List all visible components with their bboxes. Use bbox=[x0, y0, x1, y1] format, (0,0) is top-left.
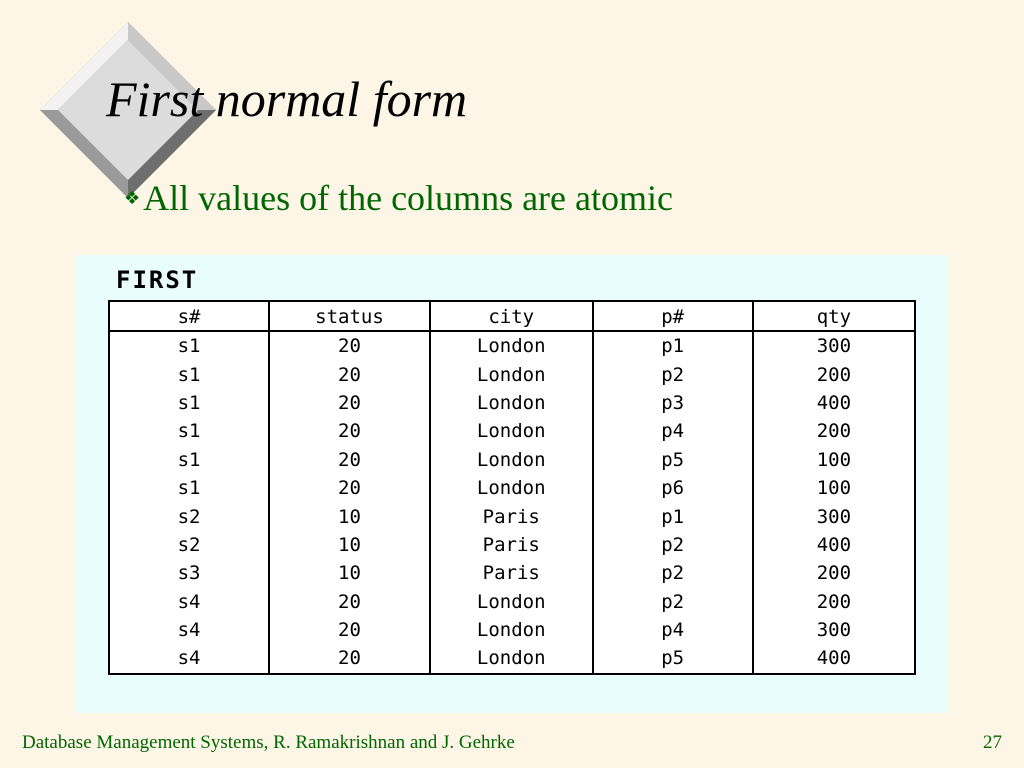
column-header-city: city bbox=[430, 301, 593, 331]
cell-status: 20 bbox=[269, 331, 430, 360]
cell-status: 10 bbox=[269, 559, 430, 587]
table-caption: FIRST bbox=[116, 266, 199, 294]
cell-status: 10 bbox=[269, 531, 430, 559]
cell-p-number: p1 bbox=[593, 331, 753, 360]
cell-qty: 200 bbox=[753, 559, 915, 587]
cell-status: 20 bbox=[269, 644, 430, 673]
column-header-qty: qty bbox=[753, 301, 915, 331]
cell-p-number: p6 bbox=[593, 474, 753, 502]
cell-p-number: p4 bbox=[593, 417, 753, 445]
table-row bbox=[109, 644, 915, 673]
cell-s-number: s2 bbox=[177, 533, 201, 556]
cell-qty: 100 bbox=[753, 446, 915, 474]
slide-title: First normal form bbox=[106, 71, 468, 127]
cell-s-number: s1 bbox=[177, 335, 201, 358]
cell-p-number: p2 bbox=[593, 360, 753, 388]
cell-city: London bbox=[430, 588, 593, 616]
diamond-bullet-icon: ❖ bbox=[124, 188, 141, 209]
cell-p-number: p2 bbox=[593, 531, 753, 559]
cell-qty: 400 bbox=[753, 531, 915, 559]
cell-s-number: s1 bbox=[177, 477, 201, 500]
table-row bbox=[109, 417, 915, 445]
cell-city: London bbox=[430, 417, 593, 445]
bullet-point bbox=[124, 180, 673, 216]
cell-p-number: p5 bbox=[593, 644, 753, 673]
cell-qty: 400 bbox=[753, 644, 915, 673]
table-body bbox=[109, 331, 915, 674]
cell-qty: 100 bbox=[753, 474, 915, 502]
cell-qty: 300 bbox=[753, 616, 915, 644]
column-header-s-number: s# bbox=[109, 301, 269, 331]
cell-s-number: s1 bbox=[177, 420, 201, 443]
cell-s-number: s1 bbox=[177, 391, 201, 414]
cell-qty: 300 bbox=[753, 331, 915, 360]
cell-s-number: s4 bbox=[177, 590, 201, 613]
cell-status: 20 bbox=[269, 417, 430, 445]
table-row bbox=[109, 331, 915, 360]
column-header-status: status bbox=[269, 301, 430, 331]
column-header-p-number: p# bbox=[593, 301, 753, 331]
cell-status: 20 bbox=[269, 360, 430, 388]
cell-p-number: p2 bbox=[593, 559, 753, 587]
cell-s-number: s4 bbox=[177, 619, 201, 642]
cell-city: London bbox=[430, 644, 593, 673]
cell-qty: 200 bbox=[753, 588, 915, 616]
table-row bbox=[109, 502, 915, 530]
cell-s-number: s1 bbox=[177, 448, 201, 471]
cell-city: Paris bbox=[430, 502, 593, 530]
cell-city: London bbox=[430, 331, 593, 360]
cell-city: London bbox=[430, 474, 593, 502]
relation-table bbox=[108, 300, 916, 675]
bullet-text: All values of the columns are atomic bbox=[143, 178, 673, 218]
table-header-row bbox=[109, 301, 915, 331]
table-row bbox=[109, 446, 915, 474]
cell-s-number: s1 bbox=[177, 363, 201, 386]
cell-status: 20 bbox=[269, 446, 430, 474]
cell-p-number: p2 bbox=[593, 588, 753, 616]
cell-status: 10 bbox=[269, 502, 430, 530]
cell-s-number: s4 bbox=[177, 647, 201, 670]
cell-p-number: p5 bbox=[593, 446, 753, 474]
cell-status: 20 bbox=[269, 616, 430, 644]
cell-s-number: s3 bbox=[177, 562, 201, 585]
cell-city: London bbox=[430, 616, 593, 644]
cell-qty: 200 bbox=[753, 417, 915, 445]
cell-qty: 300 bbox=[753, 502, 915, 530]
cell-qty: 200 bbox=[753, 360, 915, 388]
table-row bbox=[109, 559, 915, 587]
page-number: 27 bbox=[983, 732, 1002, 753]
cell-city: London bbox=[430, 389, 593, 417]
cell-p-number: p3 bbox=[593, 389, 753, 417]
cell-status: 20 bbox=[269, 389, 430, 417]
cell-status: 20 bbox=[269, 474, 430, 502]
cell-p-number: p1 bbox=[593, 502, 753, 530]
table-row bbox=[109, 474, 915, 502]
cell-status: 20 bbox=[269, 588, 430, 616]
cell-city: Paris bbox=[430, 559, 593, 587]
table-row bbox=[109, 360, 915, 388]
cell-city: London bbox=[430, 360, 593, 388]
cell-city: Paris bbox=[430, 531, 593, 559]
cell-city: London bbox=[430, 446, 593, 474]
cell-qty: 400 bbox=[753, 389, 915, 417]
table-row bbox=[109, 531, 915, 559]
footer-citation: Database Management Systems, R. Ramakrishnan and J. Gehrke bbox=[22, 732, 515, 753]
cell-s-number: s2 bbox=[177, 505, 201, 528]
cell-p-number: p4 bbox=[593, 616, 753, 644]
table-row bbox=[109, 389, 915, 417]
table-row bbox=[109, 588, 915, 616]
table-row bbox=[109, 616, 915, 644]
